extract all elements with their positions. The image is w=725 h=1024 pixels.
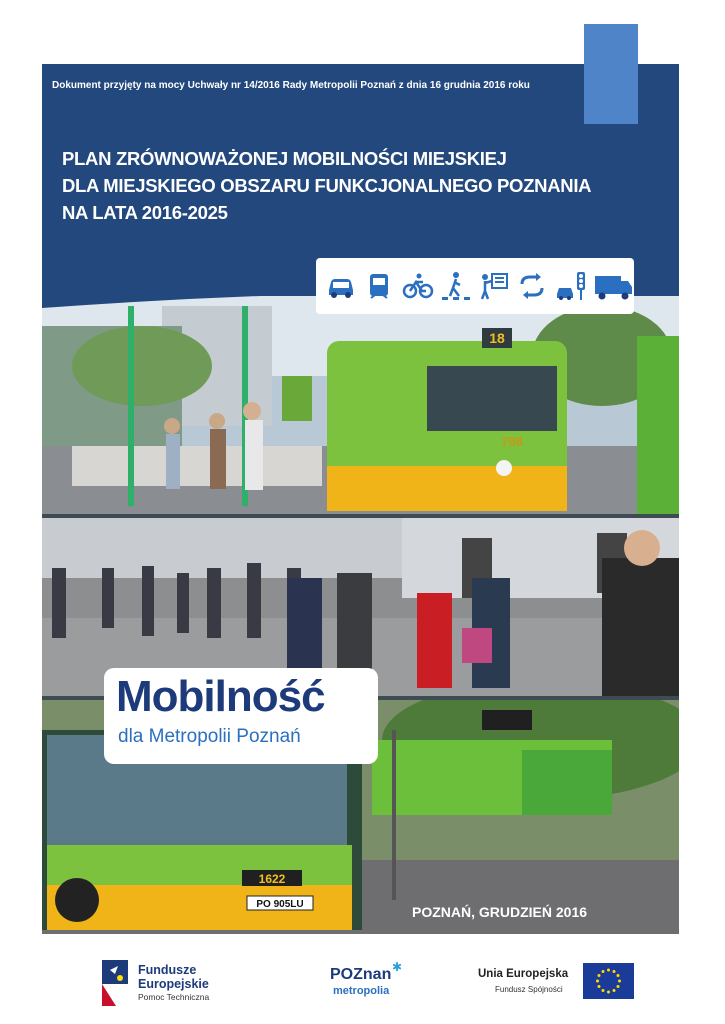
adoption-note: Dokument przyjęty na mocy Uchwały nr 14/2016 Rady Metropolii Poznań z dnia 16 grudnia 2016 roku	[52, 80, 530, 91]
bus-license-plate: PO 905LU	[256, 899, 304, 910]
poznan-star-icon: ✱	[392, 960, 403, 974]
fe-logo-text	[138, 963, 209, 991]
fundusze-europejskie-logo-icon	[98, 954, 138, 1010]
fe-line-3: Pomoc Techniczna	[138, 992, 210, 1002]
transfer-arrows-icon	[516, 270, 548, 302]
information-board-icon	[478, 270, 510, 302]
transport-icon-strip	[316, 258, 634, 314]
eu-flag-icon	[583, 963, 634, 999]
pedestrian-crossing-icon	[440, 270, 472, 302]
fe-line-1: Fundusze	[138, 963, 197, 977]
document-title	[62, 145, 642, 226]
poznan-logo-text: POZnan	[330, 966, 392, 983]
eu-label: Unia Europejska	[478, 968, 569, 980]
car-icon	[325, 270, 357, 302]
logo-subtitle: dla Metropolii Poznań	[118, 726, 301, 747]
title-line-2: DLA MIEJSKIEGO OBSZARU FUNKCJONALNEGO POZNANIA	[62, 175, 592, 196]
poznan-logo-sub: metropolia	[333, 985, 390, 997]
logo-title: Mobilność	[116, 672, 325, 721]
bicycle-icon	[402, 270, 434, 302]
bus-fleet-number: 1622	[258, 872, 286, 886]
truck-icon	[593, 270, 625, 302]
title-line-3: NA LATA 2016-2025	[62, 202, 228, 223]
car-traffic-light-icon	[555, 270, 587, 302]
tram-icon	[363, 270, 395, 302]
place-and-date: POZNAŃ, GRUDZIEŃ 2016	[412, 904, 588, 920]
eu-fund-label: Fundusz Spójności	[495, 985, 563, 994]
corner-tab	[584, 24, 638, 124]
tram-route-number: 18	[489, 330, 505, 346]
fe-line-2: Europejskie	[138, 977, 209, 991]
tram-photo	[42, 296, 679, 514]
title-line-1: PLAN ZRÓWNOWAŻONEJ MOBILNOŚCI MIEJSKIEJ	[62, 148, 507, 169]
photo-collage	[42, 296, 679, 934]
tram-fleet-number: 798	[501, 434, 523, 449]
